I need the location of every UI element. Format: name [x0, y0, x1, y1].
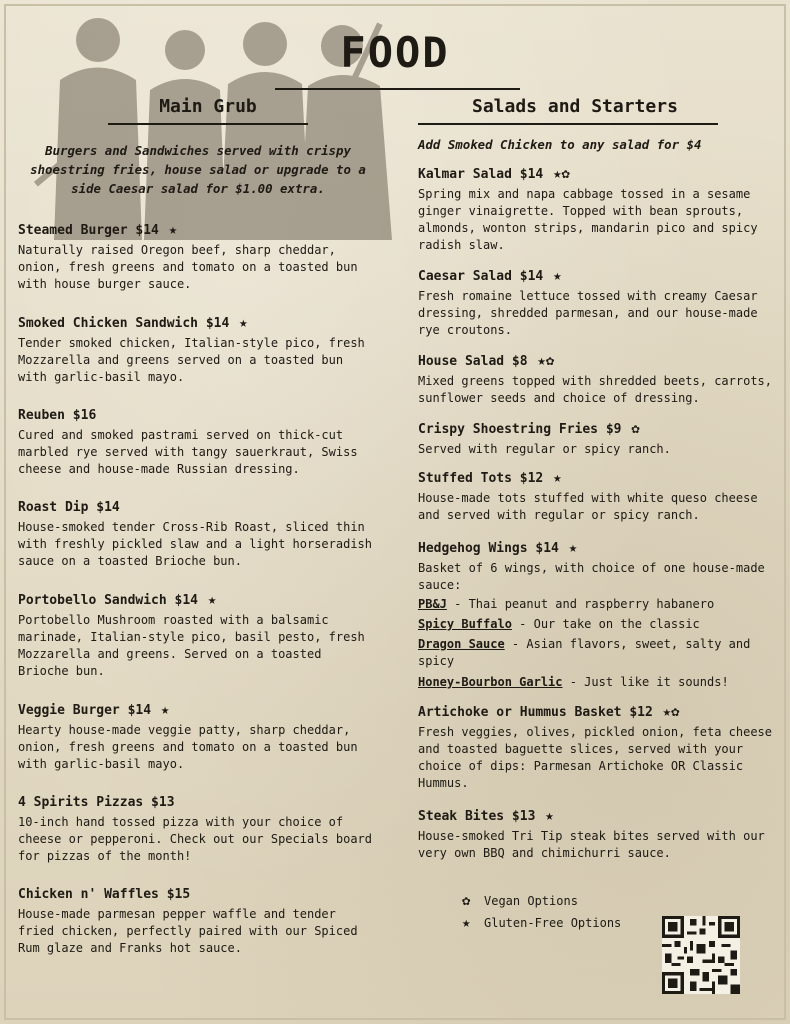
title-underline: [275, 88, 520, 90]
menu-item: [18, 795, 378, 865]
menu-item: [418, 166, 778, 254]
menu-item: [18, 222, 378, 293]
menu-item: [418, 268, 778, 339]
menu-item: [418, 704, 778, 792]
menu-item-description: Tender smoked chicken, Italian-style pico, fresh Mozzarella and greens served on a toasted bun with garlic-basil mayo.: [18, 336, 365, 384]
salads-intro: Add Smoked Chicken to any salad for $4: [418, 137, 702, 152]
menu-item-description: House-made parmesan pepper waffle and tender fried chicken, perfectly paired with our Spiced Rum glaze and Franks hot sauce.: [18, 907, 358, 955]
sauce-option: Honey-Bourbon Garlic - Just like it sounds!: [418, 675, 729, 689]
sauce-option: Dragon Sauce - Asian flavors, sweet, salty and spicy: [418, 637, 751, 668]
menu-item: [18, 887, 378, 957]
dietary-legend: [462, 890, 662, 934]
menu-item-description: Served with regular or spicy ranch.: [418, 442, 671, 456]
menu-item-name: Portobello Sandwich $14 ★: [18, 592, 217, 608]
menu-item: [18, 702, 378, 773]
gluten-free-vegan-icons: ★✿: [662, 704, 680, 720]
menu-item-name: Hedgehog Wings $14 ★: [418, 540, 578, 556]
gluten-free-icon: ★: [168, 222, 178, 238]
menu-item-name: House Salad $8 ★✿: [418, 353, 555, 369]
gluten-free-icon: ★: [568, 540, 578, 556]
menu-item-name: Steak Bites $13 ★: [418, 808, 554, 824]
menu-item: [18, 315, 378, 386]
menu-item: [18, 500, 378, 570]
vegan-icon: ✿: [631, 421, 640, 437]
menu-item-description: House-made tots stuffed with white queso cheese and served with regular or spicy ranch.: [418, 491, 758, 522]
menu-item: [418, 808, 778, 862]
menu-item-wings: [418, 540, 778, 692]
gluten-free-icon: ★: [553, 470, 562, 486]
menu-item-name: Smoked Chicken Sandwich $14 ★: [18, 315, 248, 331]
sauce-option: PB&J - Thai peanut and raspberry habanero: [418, 597, 715, 611]
menu-item-name: 4 Spirits Pizzas $13: [18, 795, 175, 810]
menu-item-description: Naturally raised Oregon beef, sharp cheddar, onion, fresh greens and tomato on a toasted bun with house burger sauce.: [18, 243, 358, 291]
menu-item-description: House-smoked tender Cross-Rib Roast, sliced thin with freshly pickled slaw and a light horseradish sauce on a toasted Brioche bun.: [18, 520, 373, 568]
menu-item-name: Crispy Shoestring Fries $9 ✿: [418, 421, 640, 437]
salads-starters-column: [418, 96, 778, 862]
main-grub-underline: [108, 123, 308, 125]
menu-item-description: Fresh veggies, olives, pickled onion, feta cheese and toasted baguette slices, served with your choice of dips: Parmesan Artichoke OR Classic Hummus.: [418, 725, 773, 790]
main-grub-column: [18, 96, 378, 957]
sauce-option: Spicy Buffalo - Our take on the classic: [418, 617, 700, 631]
menu-item-description: Fresh romaine lettuce tossed with creamy Caesar dressing, shredded parmesan, and our house-made rye croutons.: [418, 289, 758, 337]
menu-item: [418, 353, 778, 407]
qr-code-image[interactable]: [662, 916, 740, 994]
star-icon: ★: [462, 915, 471, 931]
menu-item-description: Basket of 6 wings, with choice of one house-made sauce:: [418, 561, 765, 592]
gluten-free-icon: ★: [553, 268, 562, 284]
menu-item: [418, 470, 778, 524]
menu-item: [18, 592, 378, 680]
gluten-free-vegan-icons: ★✿: [537, 353, 555, 369]
menu-item-description: Mixed greens topped with shredded beets, carrots, sunflower seeds and choice of dressing.: [418, 374, 773, 405]
main-grub-heading: Main Grub: [159, 96, 257, 117]
menu-item-description: Hearty house-made veggie patty, sharp cheddar, onion, fresh greens and tomato on a toasted bun with garlic-basil mayo.: [18, 723, 358, 771]
menu-item-description: Portobello Mushroom roasted with a balsamic marinade, Italian-style pico, basil pesto, fresh Mozzarella and greens. Served on a toasted Brioche bun.: [18, 613, 365, 678]
menu-item-description: House-smoked Tri Tip steak bites served with our very own BBQ and chimichurri sauce.: [418, 829, 765, 860]
gluten-free-icon: ★: [207, 592, 217, 608]
menu-item-name: Artichoke or Hummus Basket $12 ★✿: [418, 704, 680, 720]
menu-item-name: Veggie Burger $14 ★: [18, 702, 170, 718]
menu-item-name: Caesar Salad $14 ★: [418, 268, 562, 284]
menu-item-description: 10-inch hand tossed pizza with your choice of cheese or pepperoni. Check out our Specials board for pizzas of the month!: [18, 815, 373, 863]
menu-item-name: Kalmar Salad $14 ★✿: [418, 166, 570, 182]
page-title: FOOD: [340, 28, 450, 77]
gluten-free-vegan-icons: ★✿: [553, 166, 570, 182]
menu-item: [18, 408, 378, 478]
salads-underline: [418, 123, 718, 125]
menu-item-description: Spring mix and napa cabbage tossed in a sesame ginger vinaigrette. Topped with bean sprouts, almonds, wonton strips, mandarin pico and spicy radish slaw.: [418, 187, 758, 252]
gluten-free-icon: ★: [545, 808, 554, 824]
menu-item-name: Stuffed Tots $12 ★: [418, 470, 562, 486]
vegan-icon: ✿: [462, 893, 471, 909]
menu-item-name: Chicken n' Waffles $15: [18, 887, 191, 902]
menu-item-name: Steamed Burger $14 ★: [18, 222, 178, 238]
main-grub-intro: Burgers and Sandwiches served with crispy shoestring fries, house salad or upgrade to a side Caesar salad for $1.00 extra.: [30, 143, 366, 196]
gluten-free-icon: ★: [160, 702, 170, 718]
menu-item-description: Cured and smoked pastrami served on thick-cut marbled rye served with tangy sauerkraut, Swiss cheese and house-made Russian dressing.: [18, 428, 358, 476]
menu-item-name: Roast Dip $14: [18, 500, 120, 515]
menu-item: [418, 421, 778, 458]
gluten-free-icon: ★: [239, 315, 248, 331]
legend-gluten-free: ★ Gluten-Free Options: [462, 912, 662, 934]
menu-item-name: Reuben $16: [18, 408, 97, 423]
legend-vegan: ✿ Vegan Options: [462, 890, 662, 912]
salads-heading: Salads and Starters: [472, 96, 678, 117]
